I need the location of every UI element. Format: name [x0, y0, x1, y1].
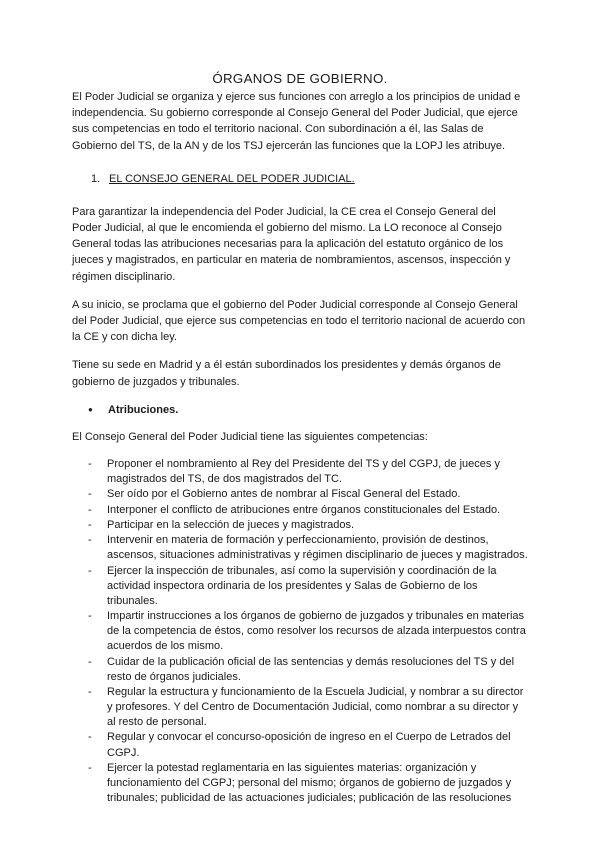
subsection-title: Atribuciones.	[108, 403, 179, 416]
list-item: - Proponer el nombramiento al Rey del Presidente del TS y del CGPJ, de jueces y magistrados del TS, de dos magistrados del TC.	[72, 457, 528, 487]
list-item: - Regular y convocar el concurso-oposición de ingreso en el Cuerpo de Letrados del CGPJ.	[72, 730, 528, 760]
intro-paragraph: El Poder Judicial se organiza y ejerce sus funciones con arreglo a los principios de unidad e independencia. Su gobierno corresponde al Consejo General del Poder Judicial, que ejerce sus competencias en todo el territorio nacional. Con subordinación a él, las Salas de Gobierno del TS, de la AN y de los TSJ ejercerán las funciones que la LOPJ les atribuye.	[72, 91, 521, 152]
body-paragraph: Tiene su sede en Madrid y a él están subordinados los presidentes y demás órganos de gobierno de juzgados y tribunales.	[72, 359, 501, 388]
dash-marker: -	[88, 655, 92, 668]
dash-marker: -	[88, 458, 92, 471]
dash-marker: -	[88, 518, 92, 531]
section-title: EL CONSEJO GENERAL DEL PODER JUDICIAL.	[109, 172, 355, 185]
body-paragraph: A su inicio, se proclama que el gobierno del Poder Judicial corresponde al Consejo General del Poder Judicial, que ejerce sus competencias en todo el territorio nacional de acuerdo con la CE y con dicha ley.	[72, 298, 526, 344]
dash-marker: -	[88, 731, 92, 744]
subsection-heading	[72, 402, 528, 418]
list-item: - Cuidar de la publicación oficial de las sentencias y demás resoluciones del TS y del resto de órganos judiciales.	[72, 655, 528, 685]
list-item: - Interponer el conflicto de atribuciones entre órganos constitucionales del Estado.	[72, 503, 528, 518]
dash-marker: -	[88, 610, 92, 623]
list-item: - Ejercer la potestad reglamentaria en las siguientes materias: organización y funcionamiento del CGPJ; personal del mismo; órganos de gobierno de juzgados y tribunales; publicidad de las actuaciones judiciales; publicación de las resoluciones	[72, 761, 528, 806]
list-item: - Intervenir en materia de formación y perfeccionamiento, provisión de destinos, ascensos, situaciones administrativas y régimen disciplinario de jueces y magistrados.	[72, 533, 528, 563]
dash-marker: -	[88, 488, 92, 501]
list-lead: El Consejo General del Poder Judicial tiene las siguientes competencias:	[72, 430, 428, 443]
competencias-list	[72, 457, 528, 806]
bullet-icon: ●	[88, 404, 93, 414]
list-item: - Impartir instrucciones a los órganos de gobierno de juzgados y tribunales en materias de la competencia de éstos, como resolver los recursos de alzada interpuestos contra acuerdos de los mismo.	[72, 609, 528, 654]
dash-marker: -	[88, 685, 92, 698]
body-paragraph: Para garantizar la independencia del Poder Judicial, la CE crea el Consejo General del Poder Judicial, al que le encomienda el gobierno del mismo. La LO reconoce al Consejo General todas las atribuciones necesarias para la aplicación del estatuto orgánico de los jueces y magistrados, en particular en materia de nombramientos, ascensos, inspección y régimen disciplinario.	[72, 205, 511, 283]
page-title: ÓRGANOS DE GOBIERNO.	[212, 71, 388, 86]
dash-marker: -	[88, 761, 92, 774]
list-item: - Ejercer la inspección de tribunales, así como la supervisión y coordinación de la actividad inspectora ordinaria de los presidentes y Salas de Gobierno de los tribunales.	[72, 564, 528, 609]
list-item: - Regular la estructura y funcionamiento de la Escuela Judicial, y nombrar a su director y profesores. Y del Centro de Documentación Judicial, como nombrar a su director y al resto de personal.	[72, 685, 528, 730]
section-heading	[72, 171, 528, 187]
list-item: - Participar en la selección de jueces y magistrados.	[72, 518, 528, 533]
section-number: 1.	[91, 172, 101, 185]
list-item: - Ser oído por el Gobierno antes de nombrar al Fiscal General del Estado.	[72, 487, 528, 502]
dash-marker: -	[88, 564, 92, 577]
dash-marker: -	[88, 503, 92, 516]
dash-marker: -	[88, 534, 92, 547]
